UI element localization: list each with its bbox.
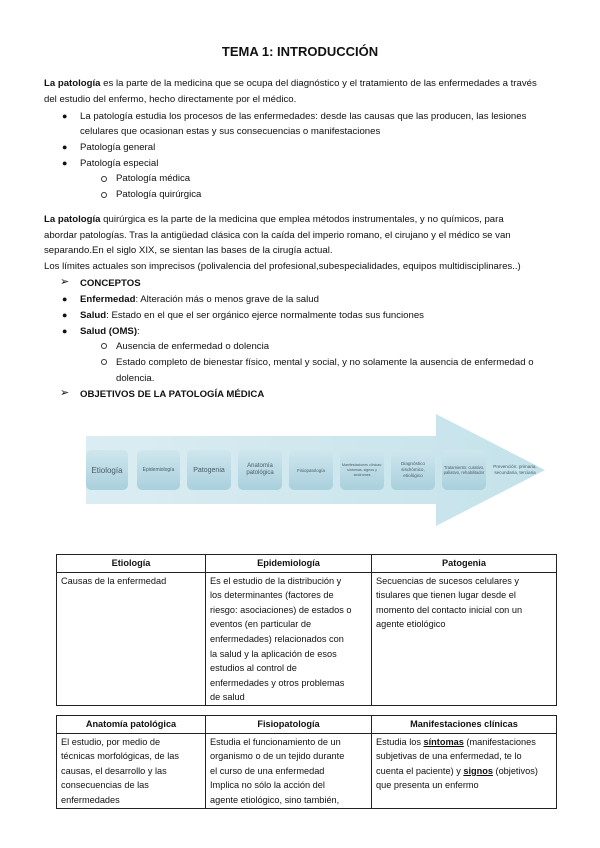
- bullet-dot-icon: ●: [62, 142, 68, 152]
- cell-line: riesgo: asociaciones) de estados o: [210, 604, 352, 615]
- intro-text-2: del estudio del enfermo, hecho directamente por el médico.: [44, 93, 297, 105]
- diagram-step-tratamiento: Tratamiento: curativo, paliativo, rehabilitador: [442, 450, 486, 490]
- list-item: La patología estudia los procesos de las enfermedades: desde las causas que las producen, las lesiones: [80, 111, 527, 122]
- table-cell: [57, 572, 206, 705]
- quirurgica-text-1: quirúrgica es la parte de la medicina que emplea métodos instrumentales, y no químicos, para: [100, 214, 504, 225]
- table-header: Etiología: [57, 555, 206, 573]
- table-header: Epidemiología: [206, 555, 372, 573]
- cell-line: Es el estudio de la distribución y: [210, 575, 342, 586]
- cell-line: El estudio, por medio de: [61, 736, 161, 747]
- cell-line: tisulares que tienen lugar desde el: [376, 590, 516, 601]
- cell-line: Implica no sólo la acción del: [210, 780, 325, 791]
- text: cuenta el paciente) y: [376, 765, 464, 776]
- arrow-bullet-icon: ➢: [60, 276, 70, 288]
- list-item: Patología quirúrgica: [116, 189, 202, 200]
- cell-line: Estudia el funcionamiento de un: [210, 736, 341, 747]
- cell-line: subjetivas de una enfermedad, te lo: [376, 751, 522, 762]
- cell-line: [376, 764, 552, 779]
- diagram-step-prevencion: Prevención: primaria, secundaria, terciaria: [493, 464, 537, 475]
- table-row: [57, 733, 557, 808]
- table-header: Fisiopatología: [206, 716, 372, 734]
- cell-line: organismo o de un tejido durante: [210, 751, 345, 762]
- quirurgica-text-4: Los límites actuales son imprecisos (polivalencia del profesional,subespecialidades, equipos multidisciplinares..): [44, 260, 521, 272]
- list-item: Estado completo de bienestar físico, mental y social, y no solamente la ausencia de enfermedad o: [116, 357, 534, 368]
- conceptos-heading: CONCEPTOS: [80, 278, 141, 289]
- bullet-dot-icon: ●: [62, 158, 68, 168]
- list-item: Patología general: [80, 142, 156, 153]
- cell-line: Secuencias de sucesos celulares y: [376, 575, 519, 586]
- table-header: Manifestaciones clínicas: [372, 716, 557, 734]
- diagram-step-etiologia: Etiología: [86, 450, 128, 490]
- quirurgica-term: La patología: [44, 214, 101, 225]
- enfermedad-term: Enfermedad: [80, 294, 136, 305]
- cell-line: Causas de la enfermedad: [61, 575, 167, 586]
- page-title: TEMA 1: INTRODUCCIÓN: [221, 44, 379, 59]
- salud-term: Salud: [80, 310, 107, 321]
- cell-line: de salud: [210, 692, 245, 703]
- text: Estudia los: [376, 736, 424, 747]
- table-etiologia-epidemiologia-patogenia: [56, 554, 557, 706]
- cell-line: causas, el desarrollo y las: [61, 765, 167, 776]
- quirurgica-text-2: abordar patologías. Tras la antigüedad clásica con la caída del imperio romano, el cirujano y el médico se van: [44, 229, 511, 241]
- bullet-dot-icon: ●: [62, 326, 68, 336]
- oms-colon: :: [137, 326, 140, 337]
- cell-line: agente etiológico, sino también,: [210, 794, 340, 805]
- diagram-step-epidemiologia: Epidemiología: [137, 450, 180, 490]
- table-cell: [57, 733, 206, 808]
- cell-line: [376, 735, 552, 750]
- cell-line: el curso de una enfermedad: [210, 765, 325, 776]
- cell-line: la salud y la aplicación de esos: [210, 648, 337, 659]
- bullet-dot-icon: ●: [62, 111, 68, 121]
- signos-term: signos: [463, 765, 493, 776]
- list-item: Patología especial: [80, 158, 159, 169]
- cell-line: estudios al control de: [210, 663, 297, 674]
- intro-text-1: es la parte de la medicina que se ocupa del diagnóstico y el tratamiento de las enfermedades a través: [100, 78, 537, 89]
- list-item: Ausencia de enfermedad o dolencia: [116, 341, 270, 352]
- table-anatomia-fisiopatologia-manifestaciones: [56, 715, 557, 809]
- oms-term: Salud (OMS): [80, 326, 138, 337]
- cell-line: eventos (en particular de: [210, 619, 312, 630]
- diagram-step-fisiopatologia: Fisiopatología: [289, 450, 333, 490]
- sintomas-term: síntomas: [423, 736, 464, 747]
- intro-term: La patología: [44, 78, 101, 89]
- text: (manifestaciones: [463, 736, 536, 747]
- cell-line: técnicas morfológicas, de las: [61, 751, 179, 762]
- text: (objetivos): [492, 765, 538, 776]
- table-header-row: [57, 716, 557, 734]
- table-cell: [372, 572, 557, 705]
- objetivos-heading: OBJETIVOS DE LA PATOLOGÍA MÉDICA: [80, 389, 265, 400]
- quirurgica-text-3: separando.En el siglo XIX, se sientan las bases de la cirugía actual.: [44, 245, 333, 256]
- list-item: Patología médica: [116, 173, 191, 184]
- diagram-step-manifestaciones: Manifestaciones clínicas: síntomas, signos y síndromes: [340, 450, 384, 490]
- cell-line: enfermedades y otros problemas: [210, 677, 345, 688]
- list-item-cont: celulares que ocasionan estas y sus consecuencias o manifestaciones: [80, 126, 381, 137]
- cell-line: momento del contacto inicial con un: [376, 604, 523, 615]
- enfermedad-def: : Alteración más o menos grave de la salud: [135, 294, 319, 305]
- diagram-step-patogenia: Patogenia: [187, 450, 231, 490]
- cell-line: consecuencias de las: [61, 780, 149, 791]
- table-cell: [206, 733, 372, 808]
- table-row: [57, 572, 557, 705]
- bullet-dot-icon: ●: [62, 310, 68, 320]
- table-cell: [206, 572, 372, 705]
- salud-def: : Estado en el que el ser orgánico ejerce normalmente todas sus funciones: [106, 310, 424, 321]
- cell-line: que presenta un enfermo: [376, 780, 479, 791]
- diagram-step-anatomia: Anatomía patológica: [238, 450, 282, 490]
- cell-line: enfermedades: [61, 794, 120, 805]
- table-header: Patogenia: [372, 555, 557, 573]
- cell-line: enfermedades) relacionados con: [210, 633, 344, 644]
- cell-line: los determinantes (factores de: [210, 590, 334, 601]
- table-cell: [372, 733, 557, 808]
- table-header: Anatomía patológica: [57, 716, 206, 734]
- table-header-row: [57, 555, 557, 573]
- diagram-step-diagnostico: Diagnóstico sindrómico, etiológico: [391, 450, 435, 490]
- bullet-dot-icon: ●: [62, 294, 68, 304]
- list-item-cont: dolencia.: [116, 373, 155, 384]
- arrow-bullet-icon: ➢: [60, 387, 70, 399]
- cell-line: agente etiológico: [376, 619, 446, 630]
